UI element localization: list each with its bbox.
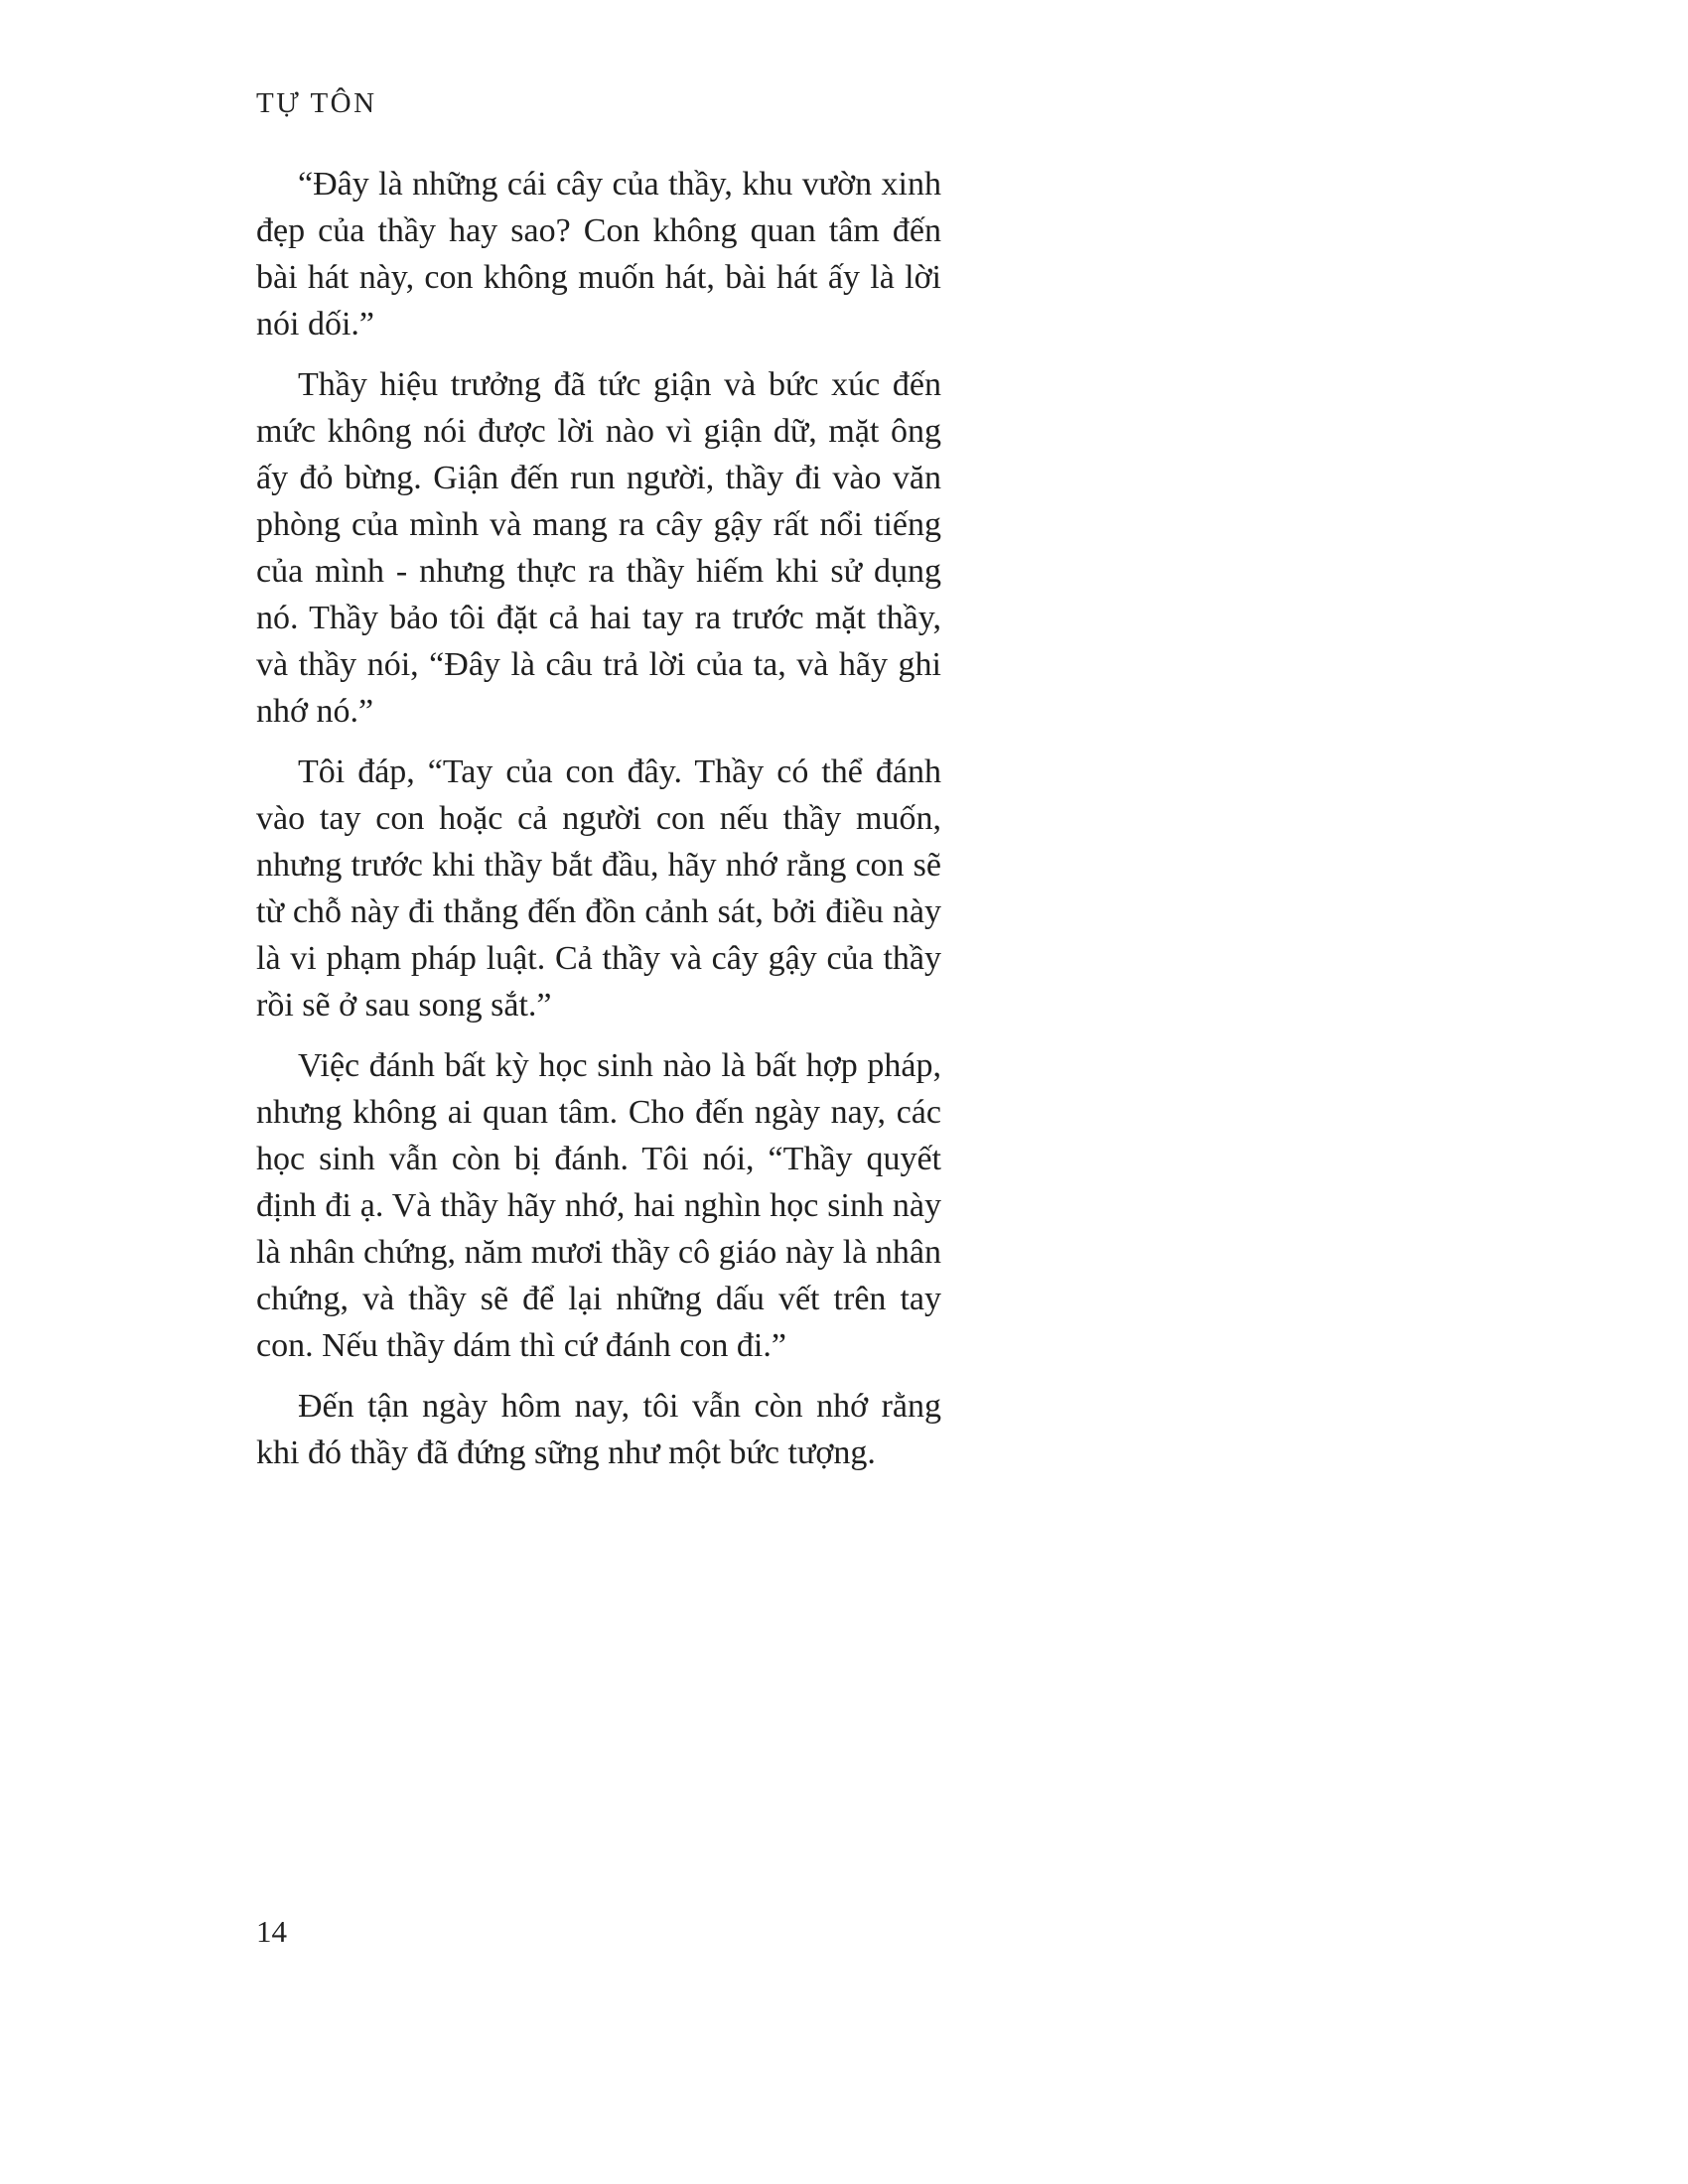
- paragraph: “Đây là những cái cây của thầy, khu vườn xinh đẹp của thầy hay sao? Con không quan tâm đến bài hát này, con không muốn hát, bài hát ấy là lời nói dối.”: [256, 166, 941, 342]
- paragraph: Thầy hiệu trưởng đã tức giận và bức xúc đến mức không nói được lời nào vì giận dữ, mặt ông ấy đỏ bừng. Giận đến run người, thầy đi vào văn phòng của mình và mang ra cây gậy rất nổi tiếng của mình - nhưng thực ra thầy hiếm khi sử dụng nó. Thầy bảo tôi đặt cả hai tay ra trước mặt thầy, và thầy nói, “Đây là câu trả lời của ta, và hãy ghi nhớ nó.”: [256, 366, 941, 730]
- paragraph: Tôi đáp, “Tay của con đây. Thầy có thể đánh vào tay con hoặc cả người con nếu thầy muốn, nhưng trước khi thầy bắt đầu, hãy nhớ rằng con sẽ từ chỗ này đi thẳng đến đồn cảnh sát, bởi điều này là vi phạm pháp luật. Cả thầy và cây gậy của thầy rồi sẽ ở sau song sắt.”: [256, 753, 941, 1024]
- page-number: 14: [256, 1914, 287, 1949]
- paragraph: Việc đánh bất kỳ học sinh nào là bất hợp pháp, nhưng không ai quan tâm. Cho đến ngày nay, các học sinh vẫn còn bị đánh. Tôi nói, “Thầy quyết định đi ạ. Và thầy hãy nhớ, hai nghìn học sinh này là nhân chứng, năm mươi thầy cô giáo này là nhân chứng, và thầy sẽ để lại những dấu vết trên tay con. Nếu thầy dám thì cứ đánh con đi.”: [256, 1047, 941, 1364]
- paragraph: Đến tận ngày hôm nay, tôi vẫn còn nhớ rằng khi đó thầy đã đứng sững như một bức tượng.: [256, 1388, 941, 1471]
- running-header: TỰ TÔN: [256, 87, 377, 119]
- text-column: [256, 161, 941, 1490]
